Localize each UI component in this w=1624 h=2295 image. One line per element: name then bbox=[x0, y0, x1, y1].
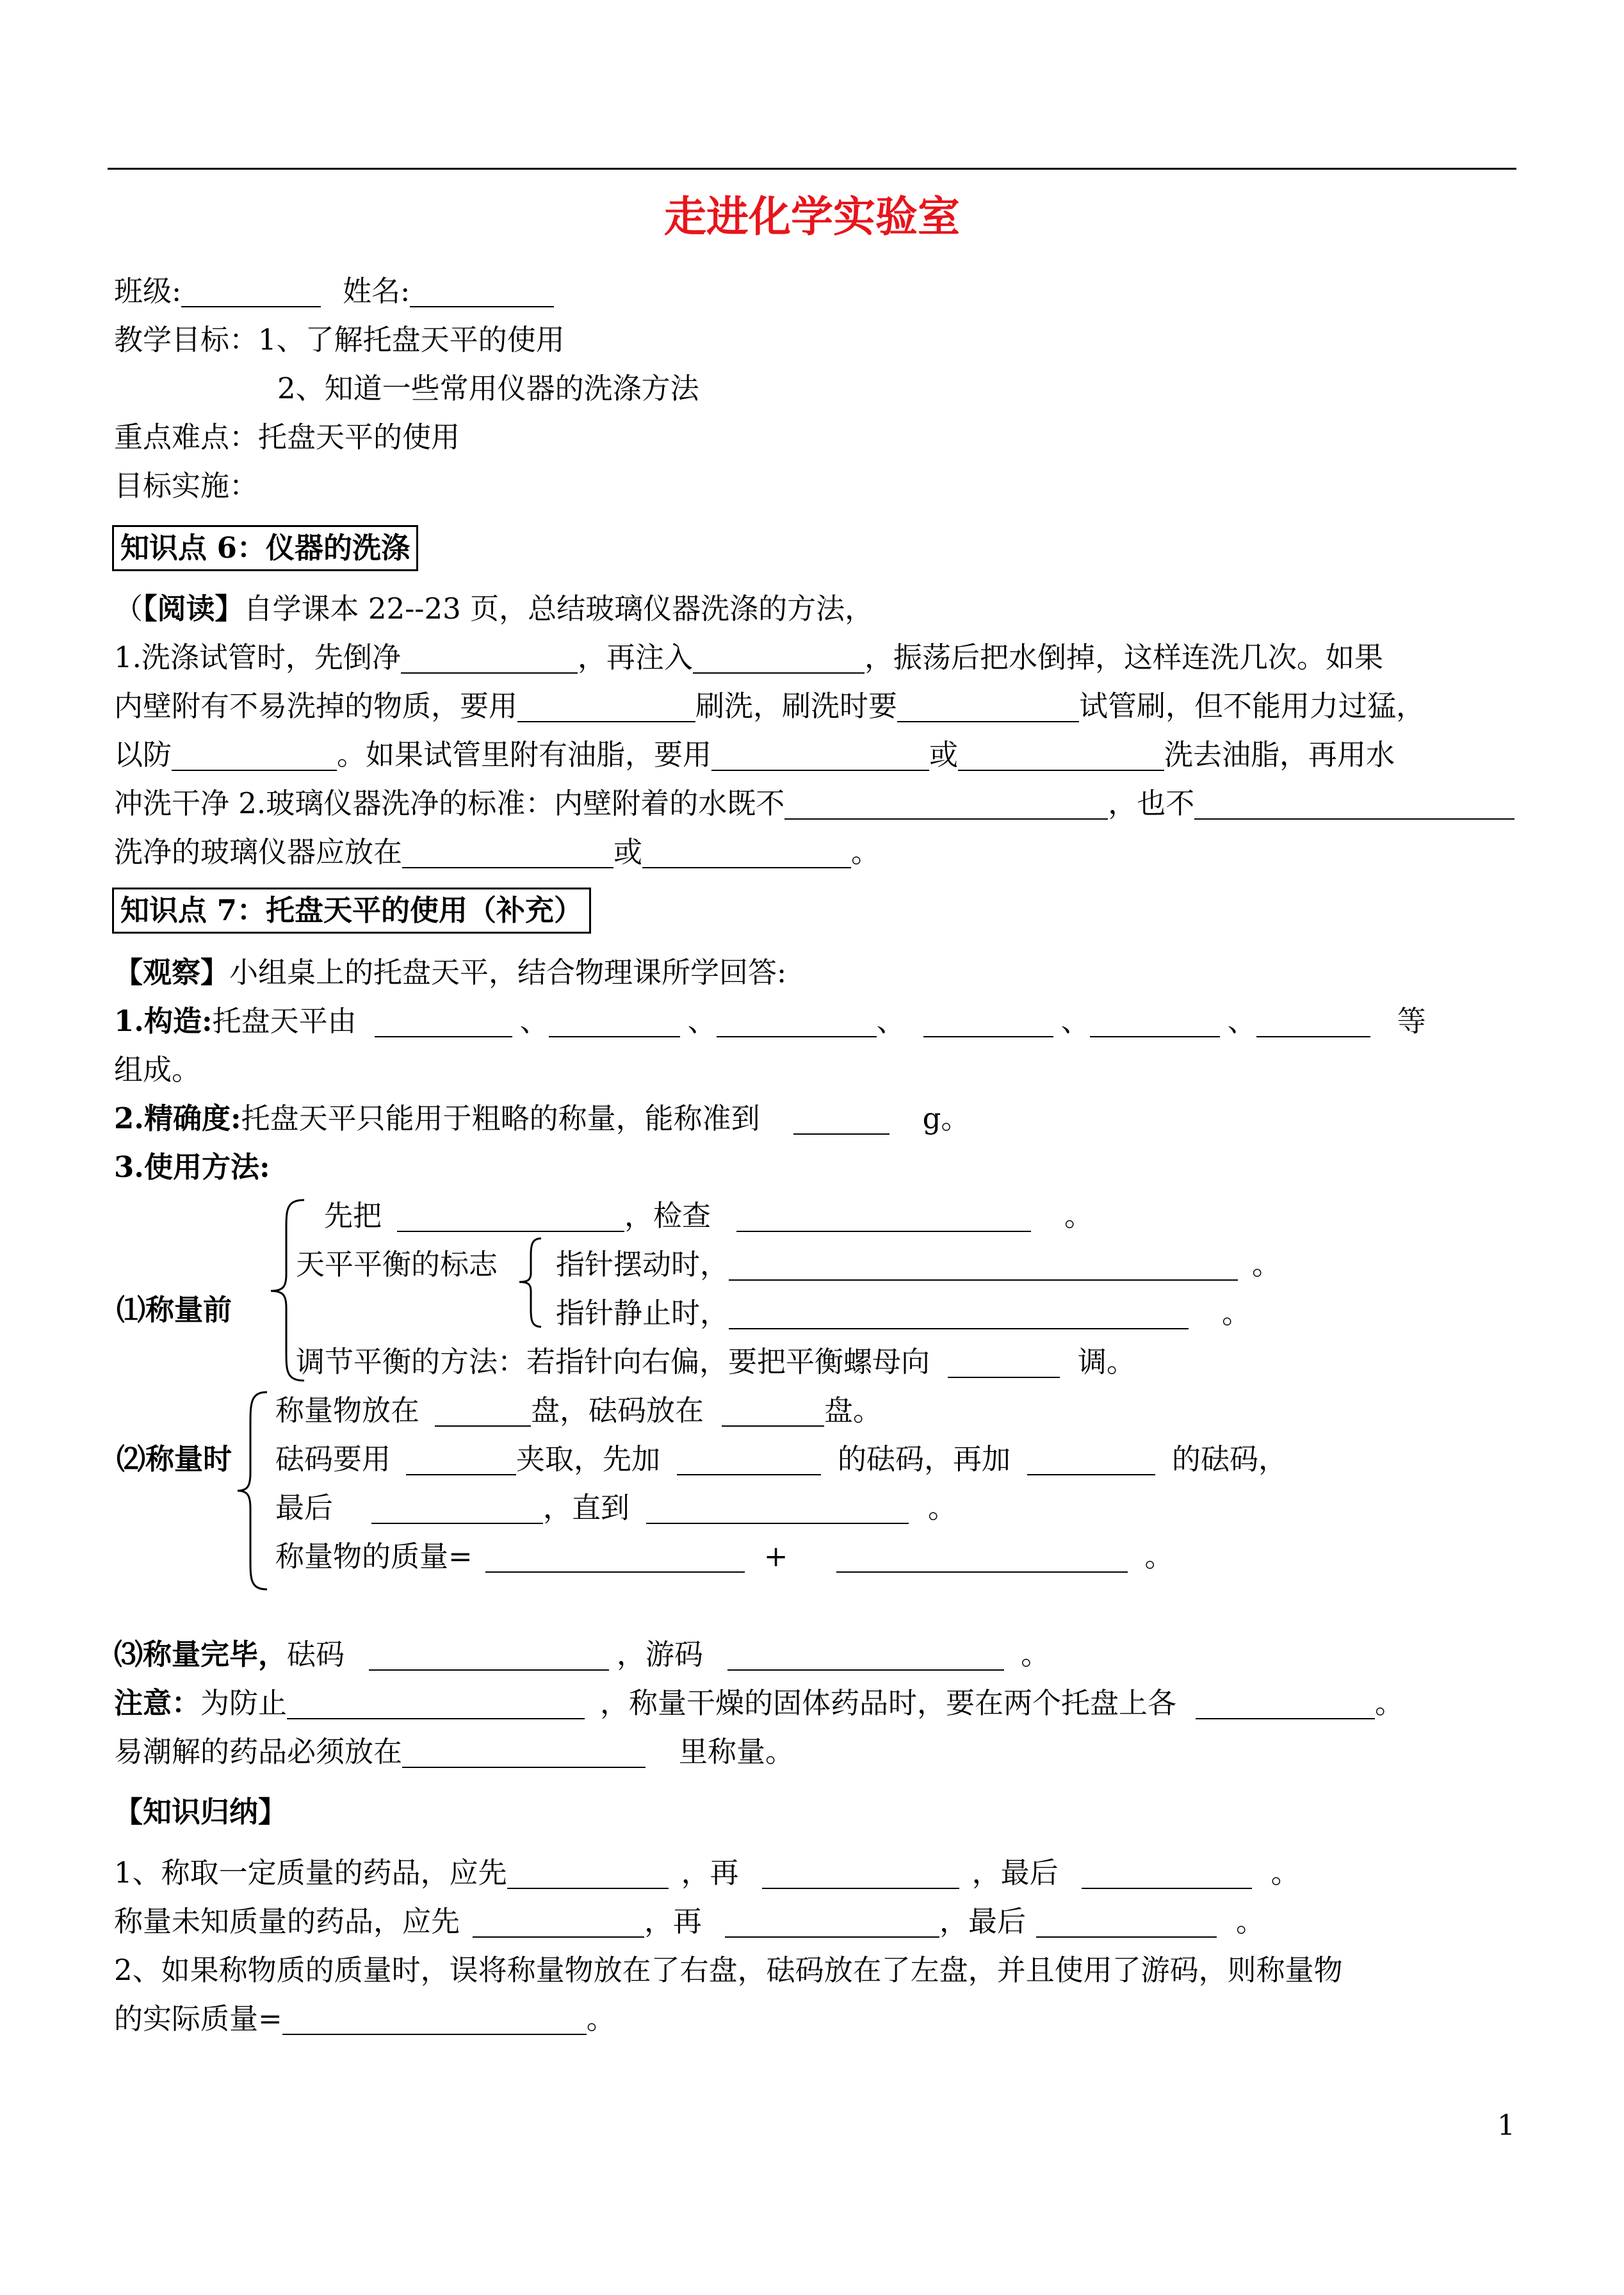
read-line: （【阅读】自学课本 22--23 页，总结玻璃仪器洗涤的方法， bbox=[114, 592, 874, 626]
blank[interactable] bbox=[693, 643, 865, 674]
balance-sign-label: 天平平衡的标志 bbox=[296, 1247, 498, 1281]
blank[interactable] bbox=[435, 1396, 531, 1427]
blank[interactable] bbox=[729, 1250, 1238, 1281]
before-first: 先把 ，检查 。 bbox=[324, 1199, 1094, 1233]
blank[interactable] bbox=[371, 1493, 543, 1524]
blank[interactable] bbox=[1036, 1907, 1217, 1938]
blank[interactable] bbox=[473, 1907, 644, 1938]
during-label: ⑵称量时 bbox=[117, 1442, 232, 1476]
structure-cont: 组成。 bbox=[114, 1053, 201, 1087]
blank[interactable] bbox=[517, 692, 695, 722]
wash-line-1: 1.洗涤试管时，先倒净 ，再注入 ，振荡后把水倒掉，这样连洗几次。如果 bbox=[114, 640, 1383, 674]
goals-label: 教学目标： bbox=[114, 323, 259, 357]
blank[interactable] bbox=[727, 1640, 1004, 1671]
usage-label: 3.使用方法: bbox=[114, 1150, 270, 1184]
class-label: 班级: bbox=[114, 274, 182, 308]
blank[interactable] bbox=[369, 1640, 609, 1671]
still-line: 指针静止时， 。 bbox=[556, 1296, 1251, 1330]
observe-tag: 【观察】 bbox=[114, 955, 230, 989]
after-line: ⑶称量完毕，砝码 ，游码 。 bbox=[114, 1637, 1050, 1671]
weights-line: 砝码要用 夹取，先加 的砝码，再加 的砝码， bbox=[275, 1442, 1288, 1476]
section7-heading: 知识点 7：托盘天平的使用（补充） bbox=[112, 888, 591, 934]
name-blank[interactable] bbox=[410, 277, 554, 307]
last-line: 最后 ，直到 。 bbox=[275, 1491, 957, 1525]
blank[interactable] bbox=[172, 740, 337, 771]
class-name-line bbox=[114, 274, 554, 308]
section6-heading: 知识点 6：仪器的洗涤 bbox=[112, 525, 418, 571]
blank[interactable] bbox=[958, 740, 1164, 771]
blank[interactable] bbox=[923, 1007, 1053, 1037]
summary-tag: 【知识归纳】 bbox=[114, 1795, 288, 1829]
blank[interactable] bbox=[1027, 1445, 1155, 1475]
wash-line-2: 内壁附有不易洗掉的物质，要用 刷洗，刷洗时要 试管刷，但不能用力过猛， bbox=[114, 689, 1425, 723]
blank[interactable] bbox=[1082, 1858, 1252, 1889]
blank[interactable] bbox=[642, 838, 851, 868]
wash-line-4: 冲洗干净 2.玻璃仪器洗净的标准：内壁附着的水既不 ，也不 bbox=[114, 789, 1514, 820]
blank[interactable] bbox=[793, 1104, 889, 1135]
mass-line: 称量物的质量= + 。 bbox=[275, 1539, 1174, 1573]
blank[interactable] bbox=[1256, 1007, 1370, 1037]
name-label: 姓名: bbox=[343, 274, 410, 308]
blank[interactable] bbox=[1194, 789, 1514, 820]
goals-line bbox=[114, 323, 565, 357]
blank[interactable] bbox=[287, 1689, 585, 1719]
top-rule bbox=[108, 168, 1516, 170]
blank[interactable] bbox=[725, 1907, 939, 1938]
place-line: 称量物放在 盘，砝码放在 盘。 bbox=[275, 1393, 882, 1427]
blank[interactable] bbox=[402, 838, 613, 868]
blank[interactable] bbox=[485, 1542, 745, 1573]
page-title: 走进化学实验室 bbox=[664, 191, 960, 241]
before-label: ⑴称量前 bbox=[117, 1293, 232, 1327]
blank[interactable] bbox=[717, 1007, 877, 1037]
summary-line-3: 2、如果称物质的质量时，误将称量物放在了右盘，砝码放在了左盘，并且使用了游码，则称量物 bbox=[114, 1953, 1343, 1987]
focus-line: 重点难点：托盘天平的使用 bbox=[114, 420, 460, 454]
blank[interactable] bbox=[948, 1347, 1060, 1378]
blank[interactable] bbox=[677, 1445, 821, 1475]
goal-2: 2、知道一些常用仪器的洗涤方法 bbox=[277, 371, 699, 405]
implementation-line: 目标实施： bbox=[114, 469, 259, 503]
note-line-2: 易潮解的药品必须放在 里称量。 bbox=[114, 1735, 795, 1769]
blank[interactable] bbox=[897, 692, 1079, 722]
blank[interactable] bbox=[722, 1396, 824, 1427]
swing-line: 指针摆动时， 。 bbox=[556, 1247, 1281, 1281]
precision-line: 2.精确度:托盘天平只能用于粗略的称量，能称准到 g。 bbox=[114, 1101, 970, 1135]
blank[interactable] bbox=[646, 1493, 909, 1524]
blank[interactable] bbox=[1196, 1689, 1375, 1719]
blank[interactable] bbox=[397, 1201, 624, 1232]
blank[interactable] bbox=[762, 1858, 959, 1889]
observe-line: 【观察】小组桌上的托盘天平，结合物理课所学回答: bbox=[114, 955, 787, 989]
brace-balance-sign bbox=[516, 1236, 548, 1332]
goal-1: 1、了解托盘天平的使用 bbox=[258, 323, 565, 357]
page-number: 1 bbox=[1497, 2109, 1515, 2142]
blank[interactable] bbox=[836, 1542, 1128, 1573]
blank[interactable] bbox=[1090, 1007, 1220, 1037]
class-blank[interactable] bbox=[181, 277, 321, 307]
summary-line-1: 1、称取一定质量的药品，应先 ，再 ，最后 。 bbox=[114, 1856, 1300, 1890]
brace-during bbox=[234, 1390, 279, 1594]
blank[interactable] bbox=[507, 1858, 669, 1889]
blank[interactable] bbox=[282, 2004, 587, 2035]
blank[interactable] bbox=[549, 1007, 680, 1037]
blank[interactable] bbox=[375, 1007, 512, 1037]
note-line-1: 注意：为防止 ，称量干燥的固体药品时，要在两个托盘上各 。 bbox=[114, 1686, 1404, 1720]
blank[interactable] bbox=[784, 789, 1108, 820]
wash-line-5: 洗净的玻璃仪器应放在 或 。 bbox=[114, 835, 881, 869]
wash-line-3: 以防 。如果试管里附有油脂，要用 或 洗去油脂，再用水 bbox=[114, 738, 1395, 772]
adjust-line: 调节平衡的方法：若指针向右偏，要把平衡螺母向 调。 bbox=[296, 1345, 1136, 1379]
blank[interactable] bbox=[729, 1299, 1189, 1329]
blank[interactable] bbox=[711, 740, 929, 771]
blank[interactable] bbox=[736, 1201, 1031, 1232]
summary-line-2: 称量未知质量的药品，应先 ，再 ，最后 。 bbox=[114, 1904, 1265, 1938]
blank[interactable] bbox=[406, 1445, 516, 1475]
structure-line: 1.构造:托盘天平由 、 、 、 、 、 等 bbox=[114, 1004, 1426, 1038]
summary-line-4: 的实际质量= 。 bbox=[114, 2002, 615, 2036]
blank[interactable] bbox=[401, 643, 578, 674]
read-tag: 【阅读】 bbox=[143, 592, 244, 626]
blank[interactable] bbox=[402, 1737, 646, 1768]
